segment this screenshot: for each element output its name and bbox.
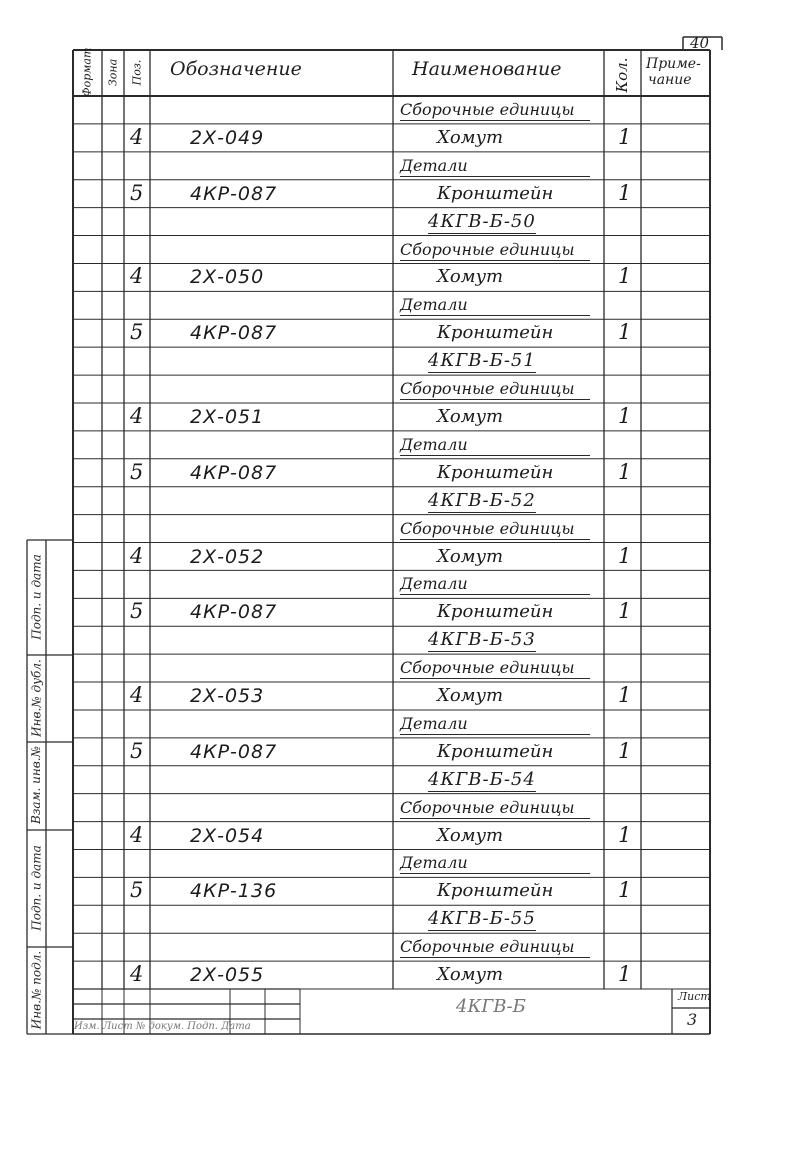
row-qty: 1 <box>618 822 632 847</box>
side-inv-orig: Инв.№ подл. <box>29 950 43 1029</box>
row-qty: 1 <box>618 180 632 205</box>
row-qty: 1 <box>618 543 632 568</box>
row-designation: 4КР-087 <box>190 322 278 345</box>
row-pos: 4 <box>130 683 144 708</box>
row-qty: 1 <box>618 683 632 708</box>
row-qty: 1 <box>618 599 632 624</box>
row-pos: 4 <box>130 962 144 987</box>
row-pos: 4 <box>130 264 144 289</box>
row-designation: 2Х-052 <box>190 545 265 568</box>
row-pos: 5 <box>130 738 144 763</box>
header-pos: Поз. <box>130 59 144 86</box>
header-note: чание <box>648 72 692 88</box>
row-designation: 4КР-087 <box>190 461 278 484</box>
stamp-change-columns: Изм. Лист № докум. Подп. Дата <box>74 1021 251 1032</box>
row-name: Кронштейн <box>437 322 554 344</box>
sheet-number: 40 <box>690 34 710 52</box>
row-designation: 2Х-050 <box>190 266 265 289</box>
row-pos: 4 <box>130 124 144 149</box>
row-qty: 1 <box>618 878 632 903</box>
side-inv-dup: Инв.№ дубл. <box>29 658 43 737</box>
row-name: Хомут <box>437 266 504 288</box>
row-assembly-title: 4КГВ-Б-53 <box>428 629 536 651</box>
header-designation: Обозначение <box>170 58 302 80</box>
row-designation: 2Х-055 <box>190 964 265 987</box>
row-section: Детали <box>400 853 590 874</box>
row-name: Кронштейн <box>437 182 554 204</box>
row-section: Сборочные единицы <box>400 519 590 540</box>
row-designation: 4КР-087 <box>190 740 278 763</box>
row-designation: 2Х-054 <box>190 824 265 847</box>
row-section: Детали <box>400 435 590 456</box>
row-qty: 1 <box>618 459 632 484</box>
row-assembly-title: 4КГВ-Б-51 <box>428 350 536 372</box>
row-name: Кронштейн <box>437 880 554 902</box>
row-name: Хомут <box>437 405 504 427</box>
stamp-sheet-label: Лист <box>678 990 711 1003</box>
row-name: Хомут <box>437 685 504 707</box>
row-assembly-title: 4КГВ-Б-50 <box>428 210 536 232</box>
row-pos: 4 <box>130 403 144 428</box>
row-name: Хомут <box>437 824 504 846</box>
row-qty: 1 <box>618 403 632 428</box>
row-designation: 4КР-136 <box>190 880 278 903</box>
row-name: Кронштейн <box>437 601 554 623</box>
row-qty: 1 <box>618 320 632 345</box>
row-name: Хомут <box>437 126 504 148</box>
row-qty: 1 <box>618 738 632 763</box>
row-pos: 5 <box>130 599 144 624</box>
row-assembly-title: 4КГВ-Б-54 <box>428 768 536 790</box>
row-qty: 1 <box>618 264 632 289</box>
row-assembly-title: 4КГВ-Б-52 <box>428 489 536 511</box>
row-section: Сборочные единицы <box>400 937 590 958</box>
row-name: Кронштейн <box>437 740 554 762</box>
row-section: Сборочные единицы <box>400 798 590 819</box>
row-name: Кронштейн <box>437 461 554 483</box>
row-qty: 1 <box>618 962 632 987</box>
side-replace-inv: Взам. инв.№ <box>29 746 43 824</box>
row-designation: 4КР-087 <box>190 182 278 205</box>
row-pos: 5 <box>130 459 144 484</box>
header-qty: Кол. <box>613 57 631 93</box>
row-pos: 4 <box>130 543 144 568</box>
header-zone: Зона <box>106 58 120 87</box>
row-designation: 2Х-049 <box>190 126 265 149</box>
row-section: Детали <box>400 295 590 316</box>
row-assembly-title: 4КГВ-Б-55 <box>428 908 536 930</box>
row-name: Хомут <box>437 964 504 986</box>
row-pos: 5 <box>130 320 144 345</box>
side-sign-date-1: Подп. и дата <box>29 553 43 640</box>
stamp-doc-code: 4КГВ-Б <box>456 996 526 1017</box>
row-section: Сборочные единицы <box>400 379 590 400</box>
row-section: Сборочные единицы <box>400 100 590 121</box>
side-sign-date-2: Подп. и дата <box>29 844 43 931</box>
row-pos: 4 <box>130 822 144 847</box>
row-section: Детали <box>400 574 590 595</box>
header-format: Формат <box>80 47 94 97</box>
row-pos: 5 <box>130 878 144 903</box>
row-designation: 4КР-087 <box>190 601 278 624</box>
row-section: Сборочные единицы <box>400 658 590 679</box>
header-note: Приме- <box>646 56 701 72</box>
row-section: Детали <box>400 156 590 177</box>
header-name: Наименование <box>412 58 562 80</box>
stamp-sheet-value: 3 <box>687 1010 698 1029</box>
row-designation: 2Х-051 <box>190 405 265 428</box>
row-name: Хомут <box>437 545 504 567</box>
row-section: Детали <box>400 714 590 735</box>
row-qty: 1 <box>618 124 632 149</box>
row-pos: 5 <box>130 180 144 205</box>
row-section: Сборочные единицы <box>400 240 590 261</box>
row-designation: 2Х-053 <box>190 685 265 708</box>
